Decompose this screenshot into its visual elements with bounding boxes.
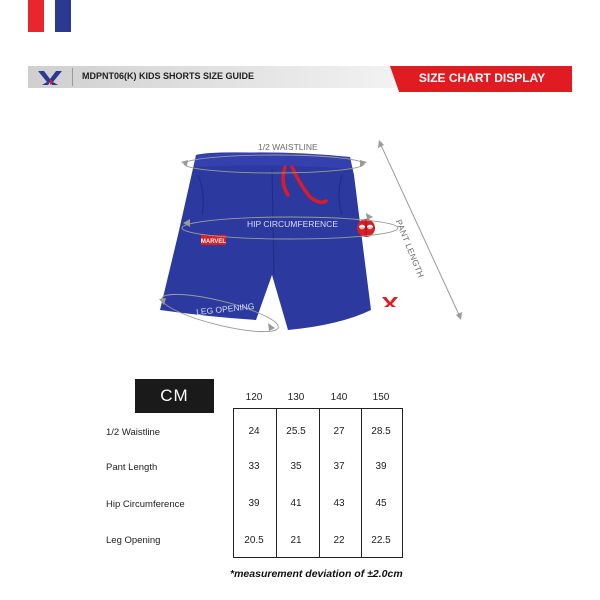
shorts-body — [160, 152, 371, 330]
row-label-pant-length: Pant Length — [106, 462, 158, 473]
patch-text: MARVEL — [200, 239, 227, 245]
table-cell: 45 — [375, 498, 387, 509]
size-header: 130 — [287, 392, 305, 403]
leg-opening-label: LEG OPENING — [195, 300, 255, 318]
unit-label: CM — [135, 379, 214, 413]
brand-logo-icon — [36, 66, 64, 88]
spiderman-patch-icon — [357, 219, 375, 237]
table-cell: 41 — [290, 498, 302, 509]
hip-circumference-label: HIP CIRCUMFERENCE — [247, 219, 338, 229]
table-cell: 22 — [333, 535, 345, 546]
table-cell: 37 — [333, 461, 345, 472]
table-cell: 27 — [333, 426, 345, 437]
table-cell: 21 — [290, 535, 302, 546]
leg-logo — [382, 297, 398, 307]
table-cell: 39 — [248, 498, 260, 509]
flag-red-stripe — [28, 0, 44, 32]
table-cell: 22.5 — [371, 535, 391, 546]
table-cell: 25.5 — [286, 426, 306, 437]
flag-blue-stripe — [55, 0, 71, 32]
row-label-hip: Hip Circumference — [106, 499, 185, 510]
table-cell: 28.5 — [371, 426, 391, 437]
size-header: 120 — [245, 392, 263, 403]
pant-length-label: PANT LENGTH — [393, 218, 427, 280]
table-cell: 20.5 — [244, 535, 264, 546]
table-cell: 24 — [248, 426, 260, 437]
table-cell: 33 — [248, 461, 260, 472]
shorts-diagram — [150, 135, 470, 365]
row-label-waistline: 1/2 Waistline — [106, 427, 161, 438]
table-cell: 39 — [375, 461, 387, 472]
table-cell: 35 — [290, 461, 302, 472]
header-divider — [72, 68, 73, 86]
size-header: 140 — [330, 392, 348, 403]
page-title: MDPNT06(K) KIDS SHORTS SIZE GUIDE — [82, 71, 255, 81]
pant-length-line — [380, 143, 460, 317]
measurement-note: *measurement deviation of ±2.0cm — [230, 568, 403, 580]
row-label-leg-opening: Leg Opening — [106, 535, 161, 546]
size-header: 150 — [372, 392, 390, 403]
waistline-label: 1/2 WAISTLINE — [258, 142, 318, 152]
banner-label: SIZE CHART DISPLAY — [418, 71, 546, 85]
table-cell: 43 — [333, 498, 345, 509]
